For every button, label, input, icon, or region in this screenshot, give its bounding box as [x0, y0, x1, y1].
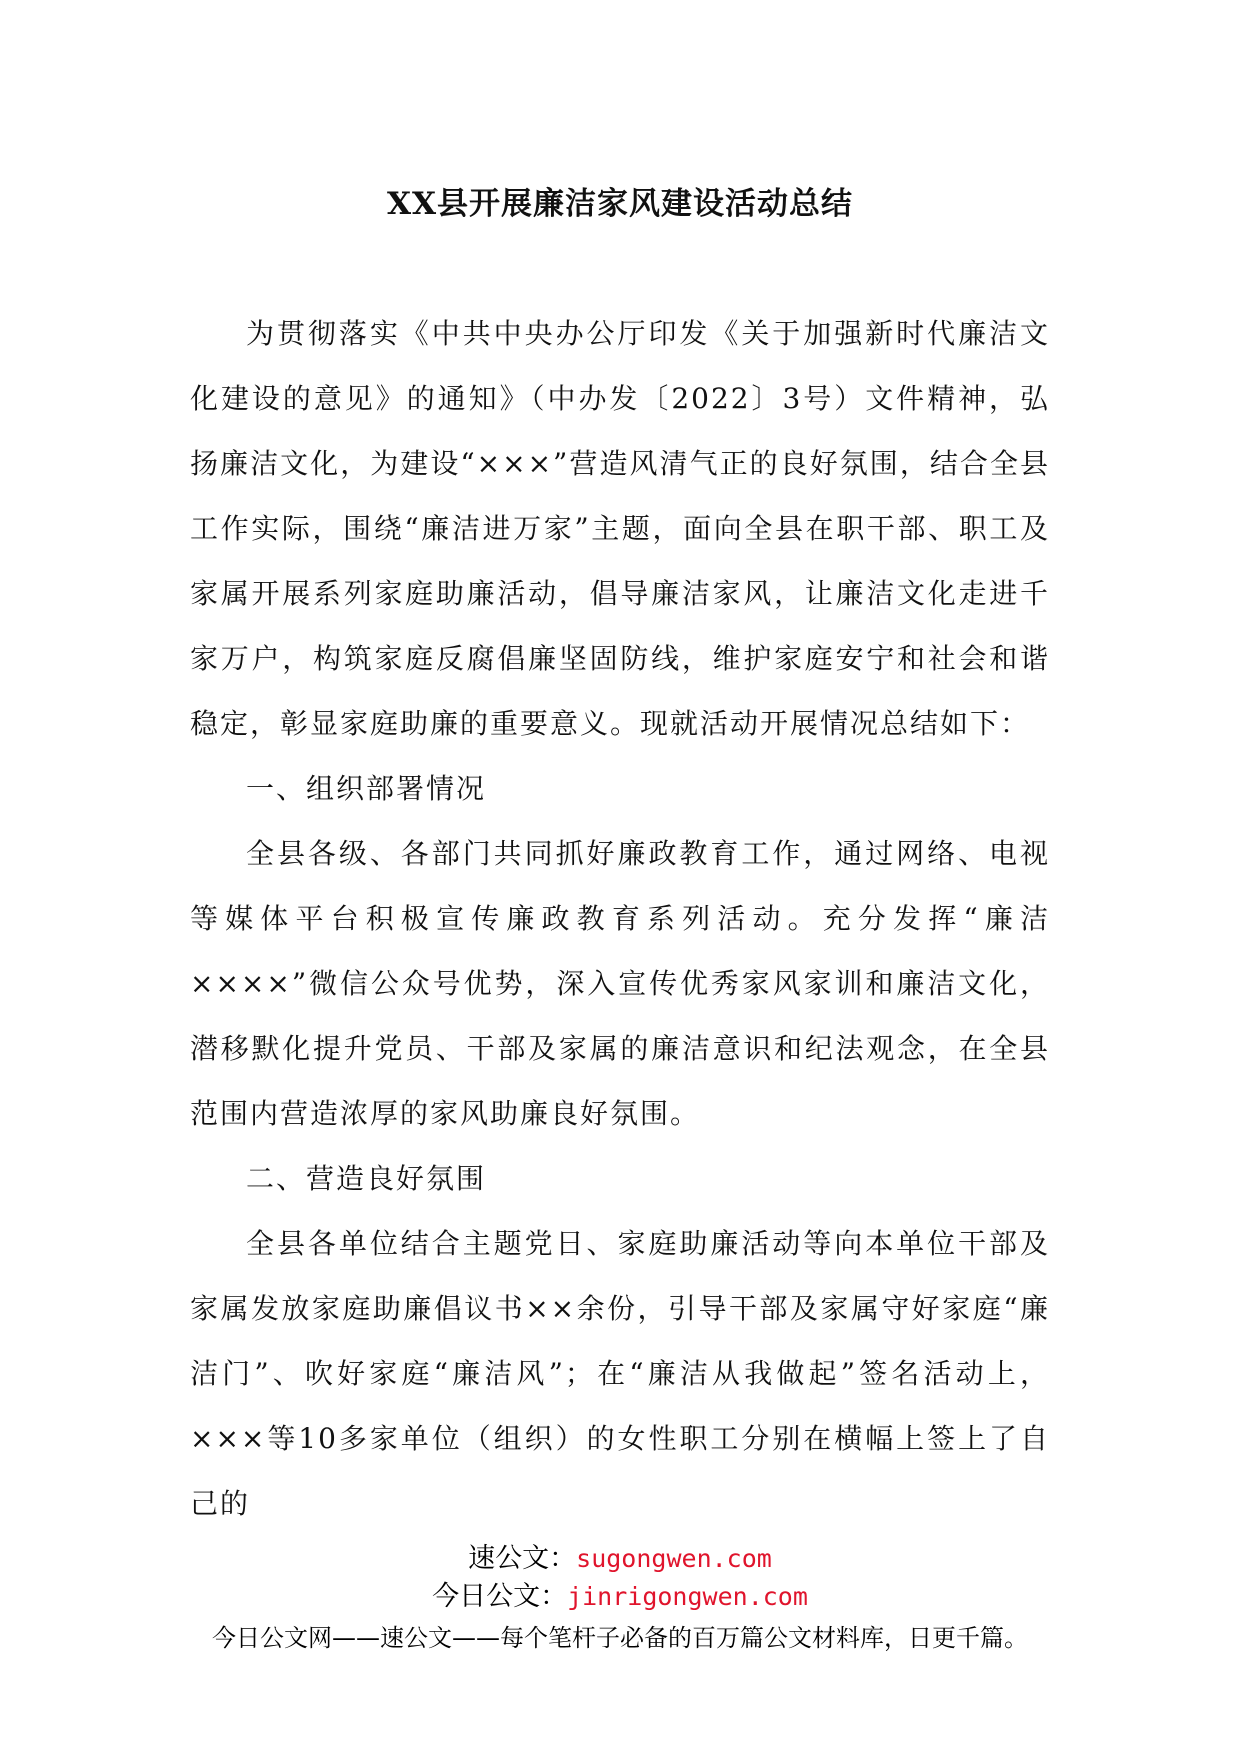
footer-label-sugongwen: 速公文： — [468, 1543, 577, 1574]
atmosphere-paragraph: 全县各单位结合主题党日、家庭助廉活动等向本单位干部及家属发放家庭助廉倡议书××余份，引导干部及家属守好家庭“廉洁门”、吹好家庭“廉洁风”；在“廉洁从我做起”签名活动上，×××等10多家单位（组织）的女性职工分别在横幅上签上了自己的 — [190, 1227, 1050, 1520]
document-title: XX县开展廉洁家风建设活动总结 — [386, 186, 854, 222]
footer-tagline: 今日公文网——速公文——每个笔杆子必备的百万篇公文材料库，日更千篇。 — [212, 1624, 1028, 1652]
footer-label-jinrigongwen: 今日公文： — [432, 1581, 568, 1612]
footer-line-sugongwen — [0, 1540, 1240, 1578]
section-heading-organization: 一、组织部署情况 — [246, 772, 487, 805]
footer-link-sugongwen[interactable]: sugongwen.com — [576, 1544, 772, 1573]
section-heading-atmosphere: 二、营造良好氛围 — [246, 1162, 487, 1195]
organization-paragraph: 全县各级、各部门共同抓好廉政教育工作，通过网络、电视等媒体平台积极宣传廉政教育系列活动。充分发挥“廉洁××××”微信公众号优势，深入宣传优秀家风家训和廉洁文化，潜移默化提升党员、干部及家属的廉洁意识和纪法观念，在全县范围内营造浓厚的家风助廉良好氛围。 — [190, 837, 1050, 1130]
footer-line-jinrigongwen — [0, 1578, 1240, 1616]
intro-paragraph: 为贯彻落实《中共中央办公厅印发《关于加强新时代廉洁文化建设的意见》的通知》（中办发〔2022〕3号）文件精神，弘扬廉洁文化，为建设“×××”营造风清气正的良好氛围，结合全县工作实际，围绕“廉洁进万家”主题，面向全县在职干部、职工及家属开展系列家庭助廉活动，倡导廉洁家风，让廉洁文化走进千家万户，构筑家庭反腐倡廉坚固防线，维护家庭安宁和社会和谐稳定，彰显家庭助廉的重要意义。现就活动开展情况总结如下： — [190, 317, 1050, 740]
footer-link-jinrigongwen[interactable]: jinrigongwen.com — [567, 1582, 808, 1611]
watermark-footer — [0, 1540, 1240, 1658]
document-body — [190, 301, 1050, 1536]
